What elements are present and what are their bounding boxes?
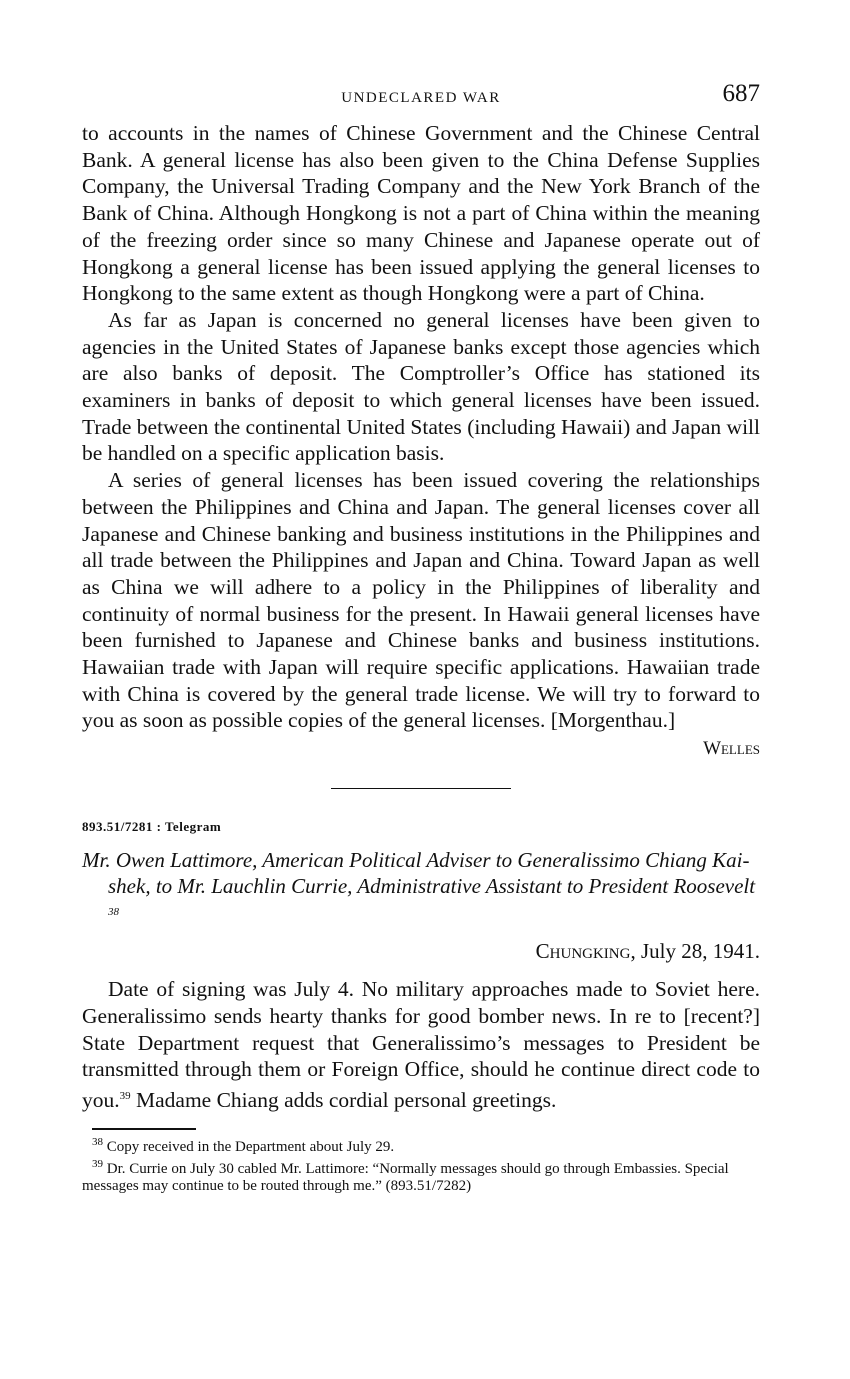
footnote-text-39: Dr. Currie on July 30 cabled Mr. Lattimore: “Normally messages should go through Embassies. Special messages may continue to be routed through me.” (893.51/7282)	[82, 1160, 729, 1194]
telegram-text-end: Madame Chiang adds cordial personal greetings.	[130, 1088, 557, 1113]
dateline	[82, 939, 760, 964]
heading-text: Mr. Owen Lattimore, American Political Adviser to Generalissimo Chiang Kai-shek, to Mr. Lauchlin Currie, Administrative Assistant to President Roosevelt	[82, 848, 756, 899]
page-header	[82, 80, 760, 120]
footnote-38	[82, 1134, 760, 1156]
document-heading	[82, 847, 760, 929]
footnote-ref-39: 39	[119, 1089, 131, 1102]
footnote-mark-39: 39	[92, 1157, 103, 1170]
telegram-text-main: Date of signing was July 4. No military approaches made to Soviet here. Generalissimo sends hearty thanks for good bomber news. In re to [recent?] State Department request that Generalissimo’s messages to President be transmitted through them or Foreign Office, should he continue direct code to you.	[82, 977, 760, 1113]
dateline-date: , July 28, 1941.	[630, 939, 760, 964]
footnote-ref-38: 38	[108, 906, 119, 919]
signature: Welles	[703, 738, 760, 760]
footnote-divider	[92, 1128, 196, 1130]
footnote-39	[82, 1156, 760, 1195]
footnotes	[82, 1134, 760, 1195]
telegram-paragraph	[82, 976, 760, 1114]
document-id: 893.51/7281 : Telegram	[82, 819, 222, 835]
footnote-mark-38: 38	[92, 1135, 103, 1148]
paragraph-3: A series of general licenses has been issued covering the relationships between the Philippines and China and Japan. The general licenses cover all Japanese and Chinese banking and business institutions in the Philippines and all trade between the Philippines and Japan and China. Toward Japan as well as China we will adhere to a policy in the Philippines of liberality and continuity of normal business for the present. In Hawaii general licenses have been furnished to Japanese and Chinese banks and business institutions. Hawaiian trade with Japan will require specific applications. Hawaiian trade with China is covered by the general trade license. We will try to forward to you as soon as possible copies of the general licenses. [Morgenthau.]	[82, 468, 760, 733]
page-number: 687	[722, 80, 760, 107]
paragraph-2: As far as Japan is concerned no general licenses have been given to agencies in the United States of Japanese banks except those agencies which are also banks of deposit. The Comptroller’s Office has stationed its examiners in banks of deposit to which general licenses have been issued. Trade between the continental United States (including Hawaii) and Japan will be handled on a specific application basis.	[82, 307, 760, 466]
section-divider	[331, 788, 511, 789]
footnote-text-38: Copy received in the Department about July 29.	[103, 1138, 395, 1155]
telegram-text	[82, 976, 760, 1114]
document-page	[82, 80, 760, 1195]
dateline-place: Chungking	[535, 939, 631, 964]
body-text	[82, 120, 760, 734]
paragraph-1: to accounts in the names of Chinese Government and the Chinese Central Bank. A general license has also been given to the China Defense Supplies Company, the Universal Trading Company and the New York Branch of the Bank of China. Although Hongkong is not a part of China within the meaning of the freezing order since so many Chinese and Japanese operate out of Hongkong a general license has been issued applying the general licenses to Hongkong to the same extent as though Hongkong were a part of China.	[82, 121, 760, 306]
running-title: UNDECLARED WAR	[341, 90, 501, 106]
